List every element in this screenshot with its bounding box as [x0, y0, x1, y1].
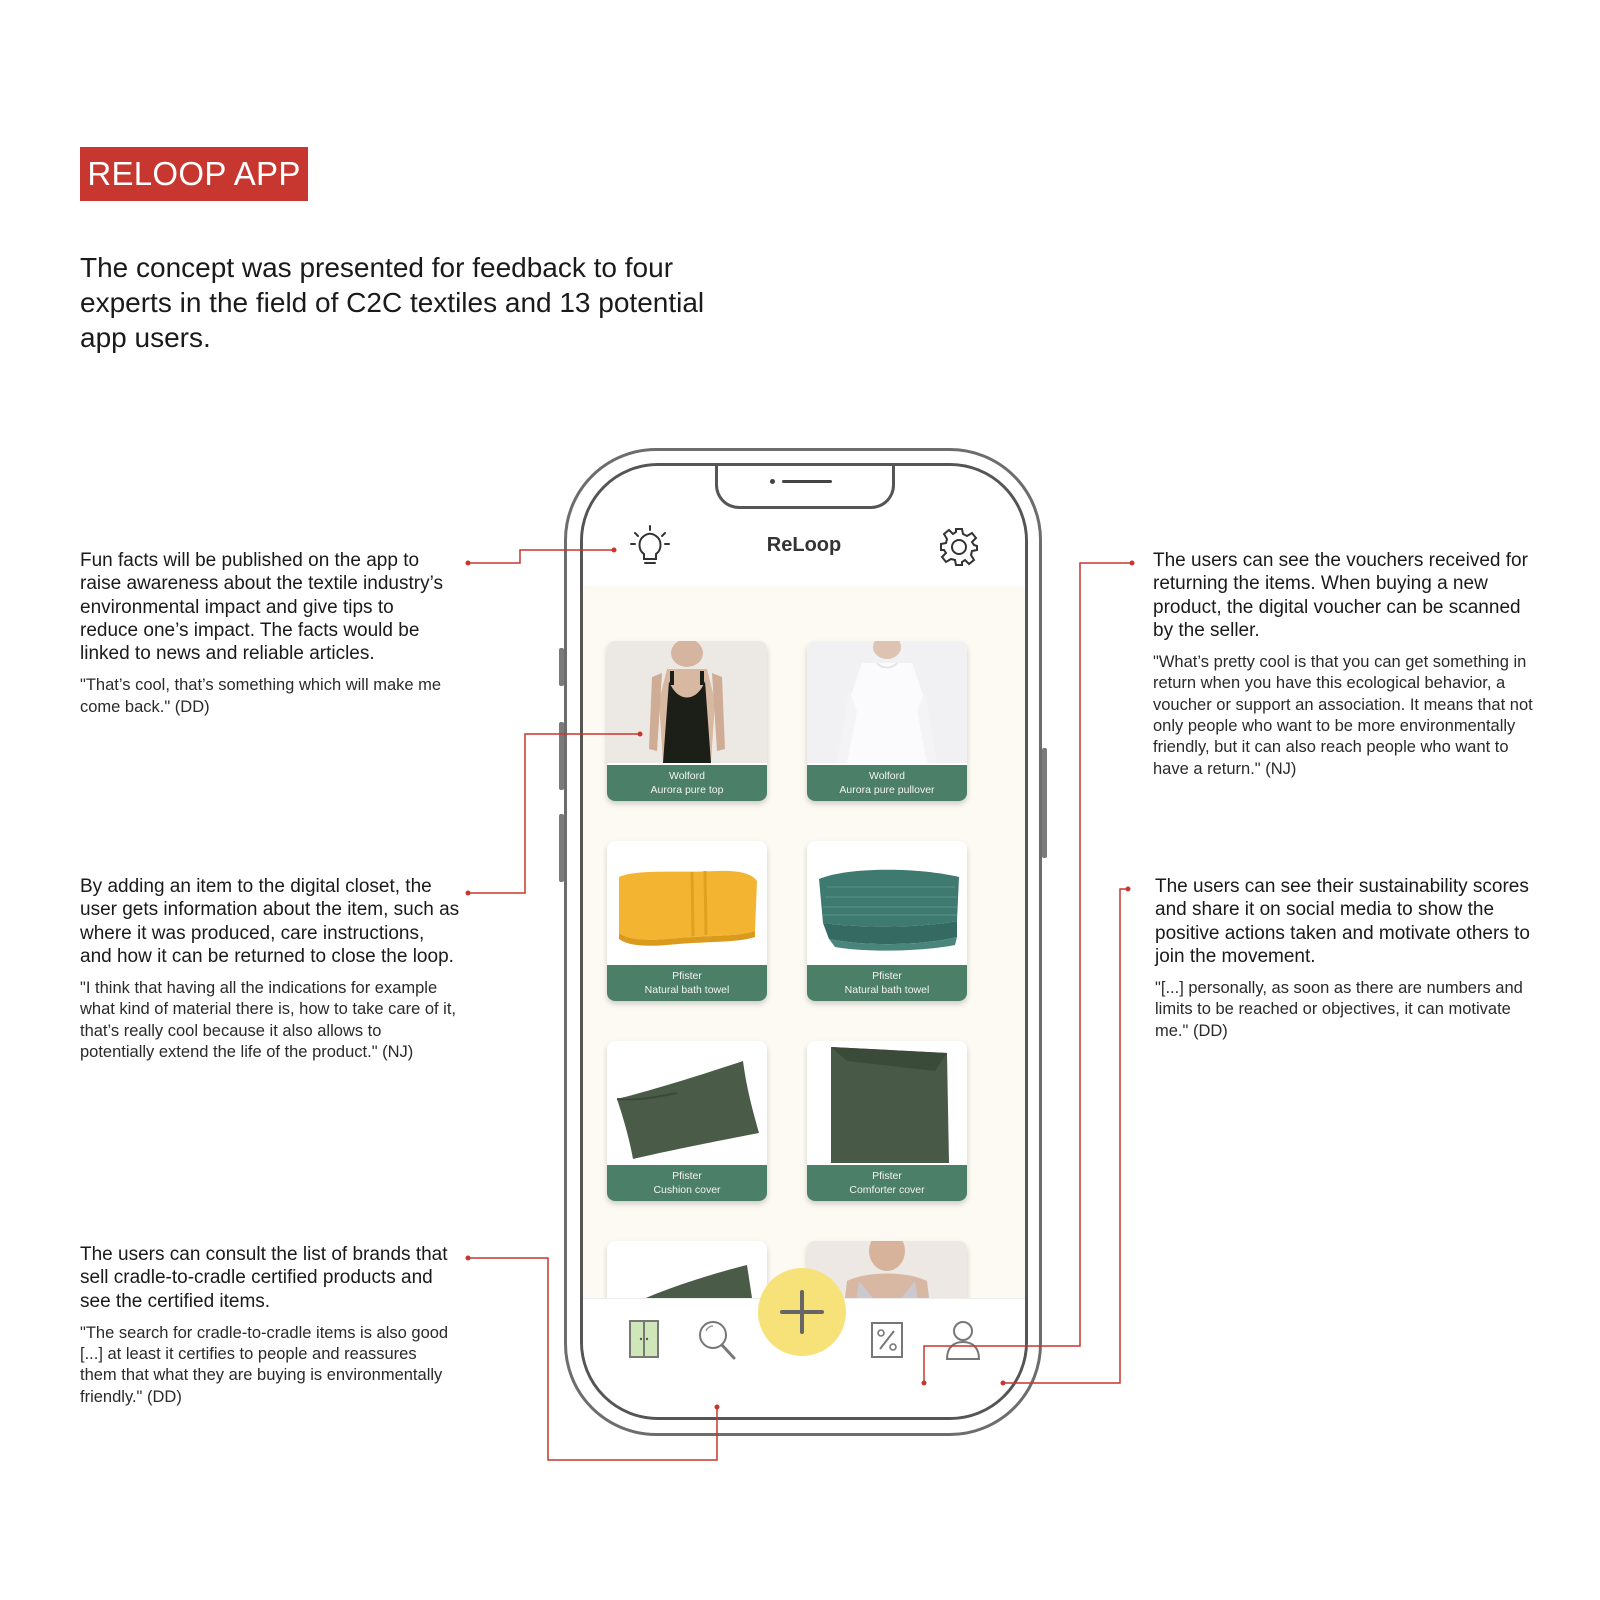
item-brand: Pfister	[672, 1170, 702, 1182]
note-digital-closet	[80, 875, 460, 1063]
item-name: Cushion cover	[653, 1184, 721, 1196]
item-brand: Pfister	[872, 1170, 902, 1182]
note-digital-closet-lead: By adding an item to the digital closet, the user gets information about the item, such as where it was produced, care instructions, and how it can be returned to close the loop.	[80, 876, 460, 967]
phone-notch	[715, 463, 895, 509]
note-brands-quote: "The search for cradle-to-cradle items is also good [...] at least it certifies to people and reassures them that what they are buying is environmentally friendly." (DD)	[80, 1323, 449, 1406]
item-name: Natural bath towel	[844, 984, 930, 996]
closet-item-card[interactable]	[607, 641, 767, 801]
closet-item-card[interactable]	[807, 841, 967, 1001]
note-brands	[80, 1243, 450, 1408]
closet-icon[interactable]	[628, 1319, 660, 1359]
note-fun-facts	[80, 549, 450, 718]
note-digital-closet-quote: "I think that having all the indications for example what kind of material there is, how to take care of it, that’s really cool because it also allows to potentially extend the life of the product." (NJ)	[80, 979, 457, 1062]
note-vouchers	[1153, 549, 1533, 780]
note-brands-lead: The users can consult the list of brands that sell cradle-to-cradle certified products and see the certified items.	[80, 1244, 448, 1312]
item-label	[607, 1165, 767, 1201]
item-label	[807, 1165, 967, 1201]
item-image-pullover	[807, 641, 967, 763]
intro-text: The concept was presented for feedback to four experts in the field of C2C textiles and 13 potential app users.	[80, 252, 705, 353]
item-brand: Wolford	[869, 770, 905, 782]
item-name: Natural bath towel	[644, 984, 730, 996]
item-brand: Pfister	[672, 970, 702, 982]
add-item-button[interactable]	[758, 1268, 846, 1356]
item-label	[807, 765, 967, 801]
item-image-comforter	[807, 1041, 967, 1163]
note-vouchers-quote: "What’s pretty cool is that you can get something in return when you have this ecological behavior, a voucher or support an association. It means that not only people who want to be more environmentally friendly, but it can also reach people who want to have a return." (NJ)	[1153, 653, 1533, 778]
note-fun-facts-quote: "That’s cool, that’s something which will make me come back." (DD)	[80, 676, 442, 716]
note-scores-lead: The users can see their sustainability scores and share it on social media to show the positive actions taken and motivate others to join the movement.	[1155, 876, 1530, 967]
item-image-yellow-towel	[607, 841, 767, 963]
note-vouchers-lead: The users can see the vouchers received for returning the items. When buying a new product, the digital voucher can be scanned by the seller.	[1153, 550, 1528, 641]
search-icon[interactable]	[697, 1319, 737, 1361]
reloop-app-badge: RELOOP APP	[80, 147, 308, 201]
closet-item-card[interactable]	[807, 1041, 967, 1201]
item-image-cushion	[607, 1041, 767, 1163]
closet-item-card[interactable]	[607, 841, 767, 1001]
item-label	[607, 765, 767, 801]
gear-icon[interactable]	[938, 526, 980, 568]
closet-item-card[interactable]	[607, 1041, 767, 1201]
plus-icon	[758, 1268, 846, 1356]
item-label	[807, 965, 967, 1001]
note-fun-facts-lead: Fun facts will be published on the app to raise awareness about the textile industry’s environmental impact and give tips to reduce one’s impact. The facts would be linked to news and reliable articles.	[80, 550, 443, 665]
speaker-slot	[782, 480, 832, 483]
item-name: Comforter cover	[849, 1184, 925, 1196]
item-brand: Pfister	[872, 970, 902, 982]
camera-dot	[770, 479, 775, 484]
item-image-top	[607, 641, 767, 763]
note-scores	[1155, 875, 1535, 1042]
item-brand: Wolford	[669, 770, 705, 782]
item-label	[607, 965, 767, 1001]
note-scores-quote: "[...] personally, as soon as there are numbers and limits to be reached or objectives, it can motivate me." (DD)	[1155, 979, 1523, 1040]
app-title: ReLoop	[766, 534, 842, 556]
item-name: Aurora pure pullover	[839, 784, 935, 796]
voucher-percent-icon[interactable]	[870, 1321, 904, 1359]
item-name: Aurora pure top	[650, 784, 724, 796]
item-image-green-towel	[807, 841, 967, 963]
closet-item-card[interactable]	[807, 641, 967, 801]
user-icon[interactable]	[944, 1319, 982, 1361]
phone-side-button	[1042, 748, 1047, 858]
app-screen	[580, 463, 1028, 1420]
